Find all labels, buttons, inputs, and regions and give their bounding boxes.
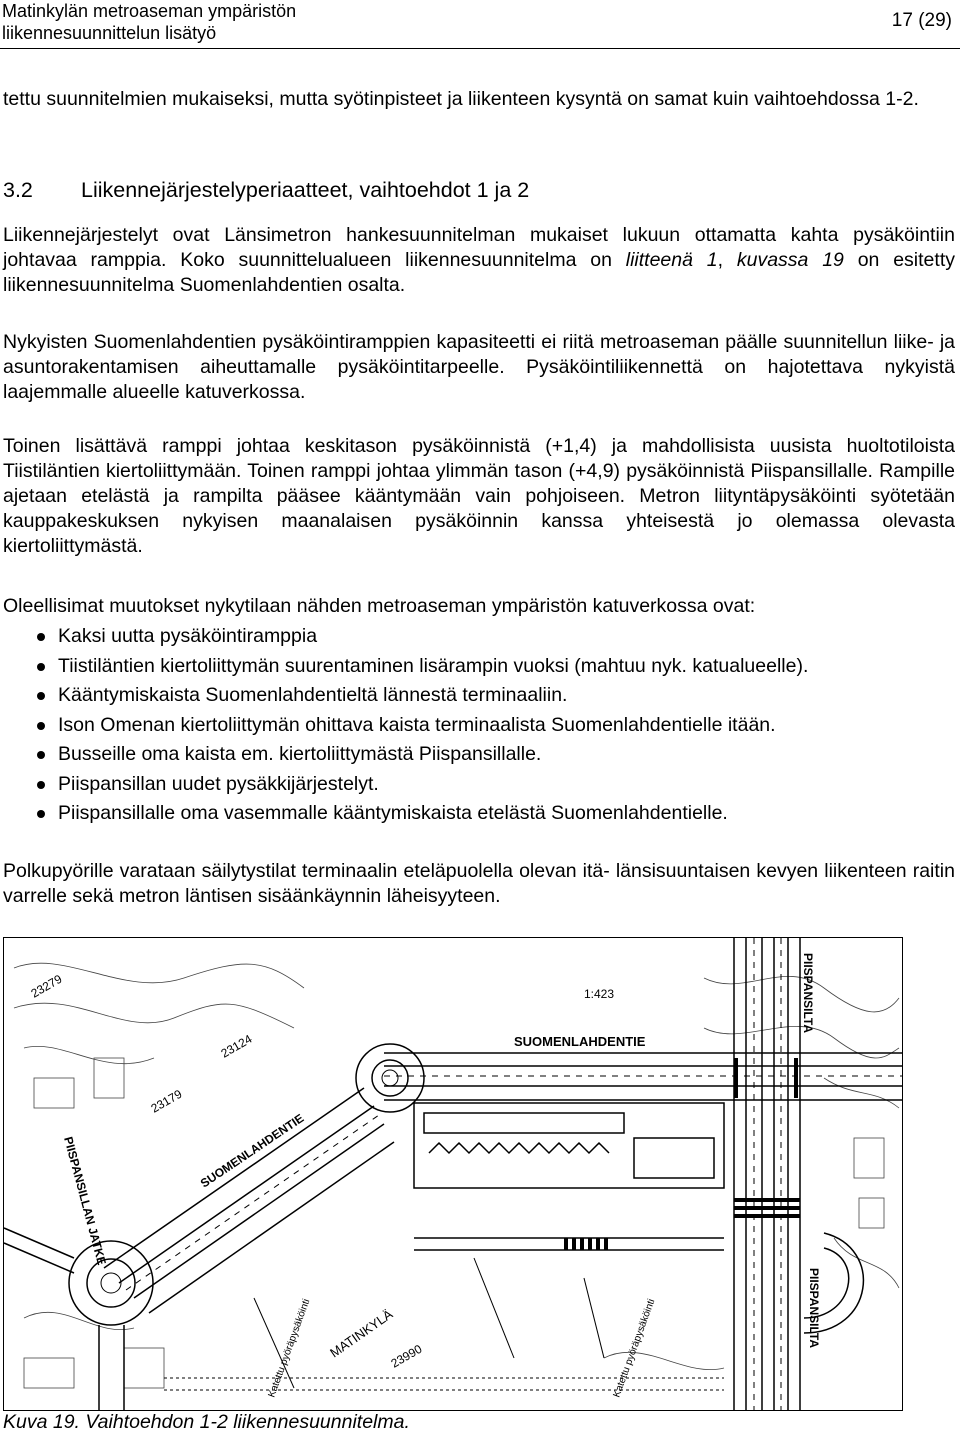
map-label-plot-1423: 1:423 [584, 987, 615, 1001]
section-title: Liikennejärjestelyperiaatteet, vaihtoehdot 1 ja 2 [81, 178, 530, 202]
paragraph-1-text-b: , [717, 249, 737, 271]
map-label-plot-23124: 23124 [218, 1031, 255, 1061]
map-label-bike-parking-2: Katettu pyöräpysäköinti [611, 1297, 658, 1400]
map-label-suomenlahdentie-diagonal: SUOMENLAHDENTIE [197, 1111, 307, 1191]
bullet-icon [37, 692, 45, 700]
map-label-piispansillan-jatke: PIISPANSILLAN JATKE [61, 1135, 109, 1267]
map-label-suomenlahdentie: SUOMENLAHDENTIE [514, 1034, 646, 1049]
map-label-plot-23179: 23179 [148, 1086, 185, 1116]
map-label-plot-23990: 23990 [388, 1341, 425, 1371]
intro-paragraph: tettu suunnitelmien mukaiseksi, mutta syötinpisteet ja liikenteen kysyntä on samat kuin vaihtoehdossa 1-2. [3, 88, 919, 110]
paragraph-1 [3, 223, 955, 298]
list-item: Busseille oma kaista em. kiertoliittymästä Piispansillalle. [3, 742, 808, 772]
bullet-icon [37, 663, 45, 671]
traffic-plan-map [3, 937, 903, 1411]
bullet-icon [37, 781, 45, 789]
section-heading [3, 178, 529, 203]
bullet-icon [37, 810, 45, 818]
list-item: Tiistiläntien kiertoliittymän suurentaminen lisärampin vuoksi (mahtuu nyk. katualueelle). [3, 654, 808, 684]
list-item: Kääntymiskaista Suomenlahdentieltä lännestä terminaaliin. [3, 683, 808, 713]
header-divider [0, 48, 960, 49]
bullet-icon [37, 722, 45, 730]
paragraph-2: Nykyisten Suomenlahdentien pysäköintiramppien kapasiteetti ei riitä metroaseman päälle suunnitellun liike- ja asuntorakentamisen aiheuttamalle pysäköintitarpeelle. Pysäköintiliikennettä on hajotettava nykyistä laajemmalle alueelle katuverkossa. [3, 331, 955, 403]
header-title-line1: Matinkylän metroaseman ympäristön [2, 1, 297, 21]
map-label-plot-23279: 23279 [28, 971, 65, 1001]
list-intro: Oleellisimat muutokset nykytilaan nähden metroaseman ympäristön katuverkossa ovat: [3, 595, 756, 617]
paragraph-1-text-a: Liikennejärjestelyt ovat Länsimetron hankesuunnitelman mukaiset lukuun ottamatta kahta pysäköintiin johtavaa ramppia. Koko suunnittelualueen liikennesuunnitelma on [3, 224, 955, 271]
map-label-piispansilta-bottom: PIISPANSILTA [807, 1268, 821, 1349]
changes-list [3, 624, 808, 831]
page-number: 17 (29) [891, 10, 952, 31]
bullet-icon [37, 633, 45, 641]
paragraph-1-ref-a: liitteenä 1 [625, 249, 718, 271]
paragraph-4: Polkupyörille varataan säilytystilat terminaalin eteläpuolella olevan itä- länsisuuntaisen kevyen liikenteen raitin varrelle sekä metron läntisen sisäänkäynnin läheisyyteen. [3, 860, 955, 907]
paragraph-1-ref-b: kuvassa 19 [736, 249, 844, 271]
header-title-line2: liikennesuunnittelun lisätyö [2, 23, 217, 43]
list-item: Piispansillan uudet pysäkkijärjestelyt. [3, 772, 808, 802]
section-number: 3.2 [3, 178, 33, 202]
list-item: Piispansillalle oma vasemmalle kääntymiskaista etelästä Suomenlahdentielle. [3, 801, 808, 831]
list-item: Ison Omenan kiertoliittymän ohittava kaista terminaalista Suomenlahdentielle itään. [3, 713, 808, 743]
list-item: Kaksi uutta pysäköintiramppia [3, 624, 808, 654]
bullet-icon [37, 751, 45, 759]
paragraph-1-text-c: on esitetty liikennesuunnitelma Suomenlahdentien osalta. [3, 249, 955, 296]
map-label-matinkyla: MATINKYLÄ [327, 1306, 396, 1361]
paragraph-3: Toinen lisättävä ramppi johtaa keskitason pysäköinnistä (+1,4) ja mahdollisista uusista huoltotiloista Tiistiläntien kiertoliittymään. Toinen ramppi johtaa ylimmän tason (+4,9) pysäköinnistä Piispansillalle. Rampille ajetaan etelästä ja rampilta pääsee kääntymään vain pohjoiseen. Metron liityntäpysäköinti syötetään kauppakeskuksen nykyisen maanalaisen pysäköinnin kanssa yhteisestä jo olemassa olevasta kiertoliittymästä. [3, 435, 955, 557]
document-header-title [2, 0, 296, 44]
map-label-piispansilta-top: PIISPANSILTA [801, 953, 815, 1034]
map-label-bike-parking-1: Katettu pyöräpysäköinti [266, 1297, 313, 1400]
figure-caption: Kuva 19. Vaihtoehdon 1-2 liikennesuunnitelma. [3, 1411, 410, 1433]
traffic-plan-drawing [4, 938, 903, 1411]
